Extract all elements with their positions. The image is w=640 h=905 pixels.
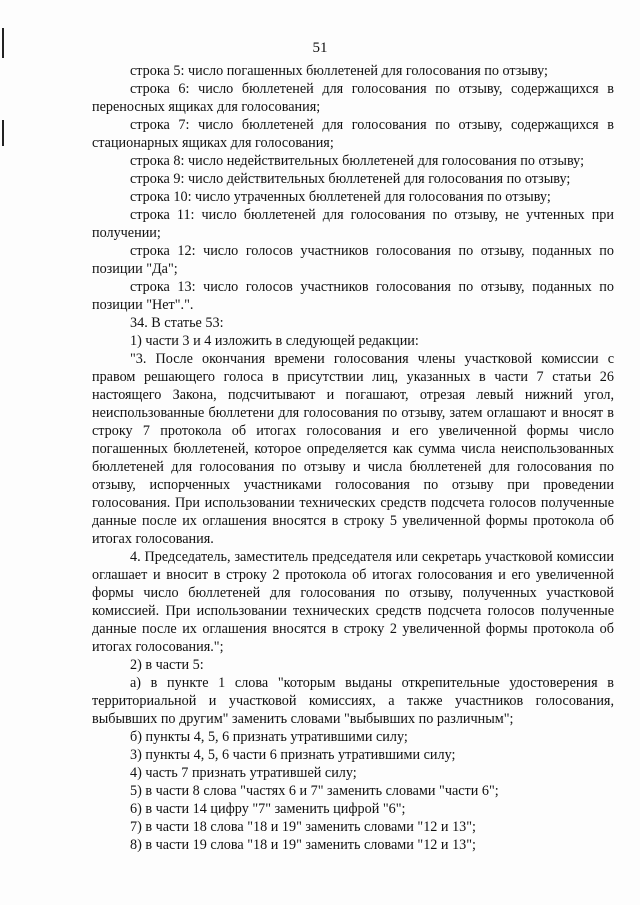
- paragraph: строка 6: число бюллетеней для голосования по отзыву, содержащихся в переносных ящиках для голосования;: [92, 81, 614, 115]
- paragraph: 5) в части 8 слова "частях 6 и 7" заменить словами "части 6";: [130, 783, 499, 799]
- paragraph: строка 13: число голосов участников голосования по отзыву, поданных по позиции "Нет".".: [92, 279, 614, 313]
- paragraph: 8) в части 19 слова "18 и 19" заменить словами "12 и 13";: [130, 837, 476, 853]
- paragraph: строка 8: число недействительных бюллетеней для голосования по отзыву;: [130, 153, 585, 169]
- paragraph: 34. В статье 53:: [130, 315, 224, 331]
- paragraph: строка 7: число бюллетеней для голосования по отзыву, содержащихся в стационарных ящиках для голосования;: [92, 117, 614, 151]
- paragraph: 6) в части 14 цифру "7" заменить цифрой "6";: [130, 801, 406, 817]
- paragraph: б) пункты 4, 5, 6 признать утратившими силу;: [130, 729, 408, 745]
- paragraph: строка 10: число утраченных бюллетеней для голосования по отзыву;: [130, 189, 551, 205]
- paragraph: 3) пункты 4, 5, 6 части 6 признать утратившими силу;: [130, 747, 456, 763]
- paragraph: строка 5: число погашенных бюллетеней для голосования по отзыву;: [130, 63, 548, 79]
- paragraph: строка 9: число действительных бюллетеней для голосования по отзыву;: [130, 171, 571, 187]
- paragraph: строка 12: число голосов участников голосования по отзыву, поданных по позиции "Да";: [92, 243, 614, 277]
- paragraph: 4. Председатель, заместитель председателя или секретарь участковой комиссии оглашает и вносит в строку 2 протокола об итогах голосования и его увеличенной формы число бюллетеней для голосования по отзыву, полученных участковой комиссией. При использовании технических средств подсчета голосов полученные данные после их оглашения вносятся в строку 2 увеличенной формы протокола об итогах голосования.";: [92, 549, 614, 655]
- paragraph: 7) в части 18 слова "18 и 19" заменить словами "12 и 13";: [130, 819, 476, 835]
- scan-margin-mark: [2, 120, 4, 146]
- page-number: 51: [312, 40, 328, 56]
- paragraph: а) в пункте 1 слова "которым выданы открепительные удостоверения в территориальной и участковой комиссиях, а также участников голосования, выбывших по другим" заменить словами "выбывших по различным";: [92, 675, 614, 727]
- paragraph: 1) части 3 и 4 изложить в следующей редакции:: [130, 333, 419, 349]
- paragraph: 2) в части 5:: [130, 657, 204, 673]
- paragraph: 4) часть 7 признать утратившей силу;: [130, 765, 357, 781]
- paragraph: строка 11: число бюллетеней для голосования по отзыву, не учтенных при получении;: [92, 207, 614, 241]
- document-body: [92, 62, 614, 854]
- paragraph: "3. После окончания времени голосования члены участковой комиссии с правом решающего голоса в присутствии лиц, указанных в части 7 статьи 26 настоящего Закона, подсчитывают и погашают, отрезая левый нижний угол, неиспользованные бюллетени для голосования по отзыву, затем оглашают и вносят в строку 7 протокола об итогах голосования и его увеличенной формы число погашенных бюллетеней, которое определяется как сумма числа неиспользованных бюллетеней для голосования по отзыву и числа бюллетеней для голосования по отзыву, испорченных участниками голосования по отзыву при проведении голосования. При использовании технических средств подсчета голосов полученные данные после их оглашения вносятся в строку 5 увеличенной формы протокола об итогах голосования.: [92, 351, 614, 547]
